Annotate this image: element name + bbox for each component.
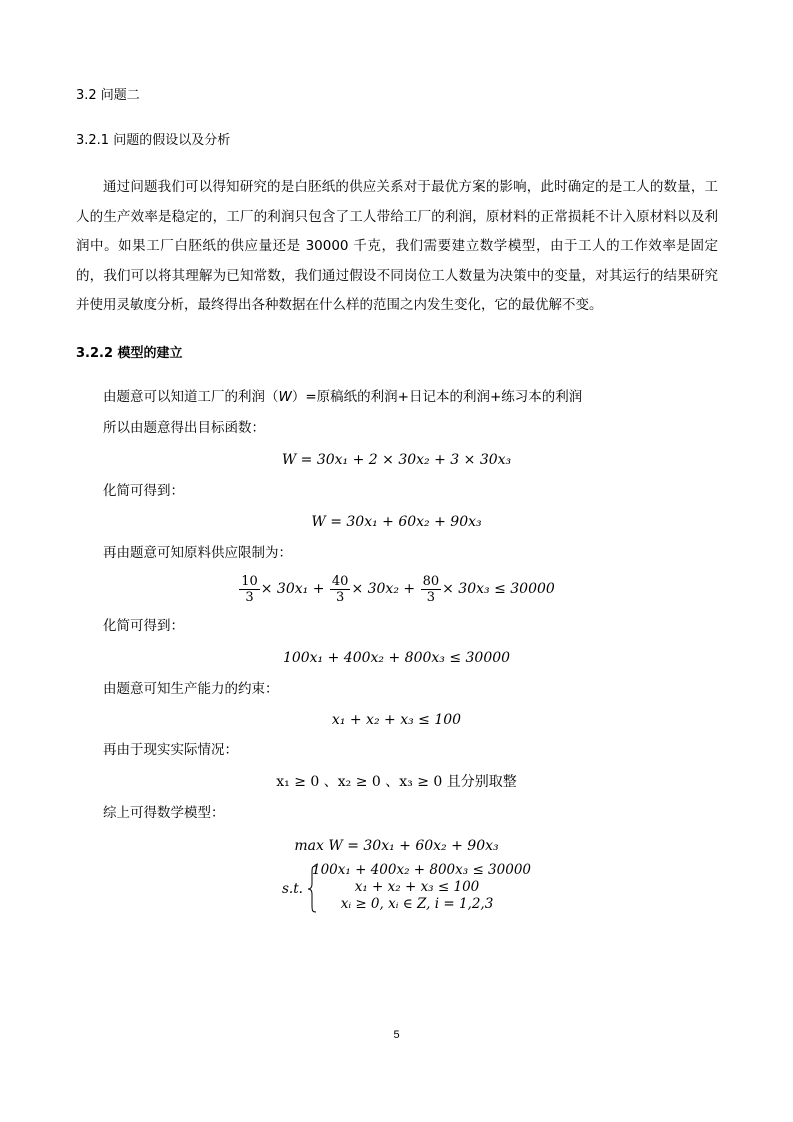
- profit-variable: W: [278, 389, 292, 405]
- simplified-objective-equation: W = 30x₁ + 60x₂ + 90x₃: [311, 514, 482, 530]
- subsection-heading-assumptions: 3.2.1 问题的假设以及分析: [76, 133, 231, 148]
- objective-intro-line: 所以由题意得出目标函数：: [103, 420, 265, 436]
- objective-equation: W = 30x₁ + 2 × 30x₂ + 3 × 30x₃: [281, 452, 512, 468]
- reality-line: 再由于现实实际情况：: [103, 742, 238, 758]
- simplified-supply-constraint: 100x₁ + 400x₂ + 800x₃ ≤ 30000: [282, 650, 511, 666]
- supply-limit-line: 再由题意可知原料供应限制为：: [103, 545, 292, 561]
- supply-term-2: × 30x₂ +: [351, 581, 416, 597]
- model-intro-line: [103, 387, 582, 407]
- constraint-row-supply: 100x₁ + 400x₂ + 800x₃ ≤ 30000: [312, 862, 532, 878]
- summary-line: 综上可得数学模型：: [103, 805, 225, 821]
- supply-term-3: × 30x₃ ≤ 30000: [442, 581, 555, 597]
- capacity-constraint-equation: x₁ + x₂ + x₃ ≤ 100: [331, 712, 462, 728]
- model-intro-text: 由题意可以知道工厂的利润（: [103, 389, 279, 405]
- nonnegativity-constraint: x₁ ≥ 0 、x₂ ≥ 0 、x₃ ≥ 0 且分别取整: [276, 774, 517, 790]
- constraint-row-integer: xᵢ ≥ 0, xᵢ ∈ Z, i = 1,2,3: [340, 896, 494, 912]
- subsection-heading-model: 3.2.2 模型的建立: [76, 346, 183, 361]
- page-number: 5: [393, 1029, 400, 1041]
- max-objective-equation: max W = 30x₁ + 60x₂ + 90x₃: [294, 838, 499, 854]
- model-intro-text-end: ）=原稿纸的利润+日记本的利润+练习本的利润: [291, 389, 583, 405]
- capacity-constraint-line: 由题意可知生产能力的约束：: [103, 681, 279, 697]
- supply-term-1: × 30x₁ +: [260, 581, 325, 597]
- simplify-line-1: 化简可得到：: [103, 483, 184, 499]
- supply-constraint-equation: [0, 571, 793, 607]
- subject-to-label: s.t.: [282, 881, 303, 897]
- assumptions-paragraph: 通过问题我们可以得知研究的是白胚纸的供应关系对于最优方案的影响，此时确定的是工人的数量，工人的生产效率是稳定的，工厂的利润只包含了工人带给工厂的利润，原材料的正常损耗不计入原材料以及利润中。如果工厂白胚纸的供应量还是 30000 千克，我们需要建立数学模型，由于工人的工作效率是固定的，我们可以将其理解为已知常数，我们通过假设不同岗位工人数量为决策中的变量，对其运行的结果研究并使用灵敏度分析，最终得出各种数据在什么样的范围之内发生变化，它的最优解不变。: [76, 179, 718, 313]
- fraction-40-3: $\frac{40}{3}$: [331, 573, 349, 605]
- section-heading: 3.2 问题二: [76, 88, 140, 103]
- constraint-rows: [312, 862, 532, 913]
- fraction-10-3: $\frac{10}{3}$: [241, 573, 258, 605]
- constraint-row-capacity: x₁ + x₂ + x₃ ≤ 100: [354, 879, 480, 895]
- simplify-line-2: 化简可得到：: [103, 618, 184, 634]
- fraction-80-3: $\frac{80}{3}$: [422, 573, 440, 605]
